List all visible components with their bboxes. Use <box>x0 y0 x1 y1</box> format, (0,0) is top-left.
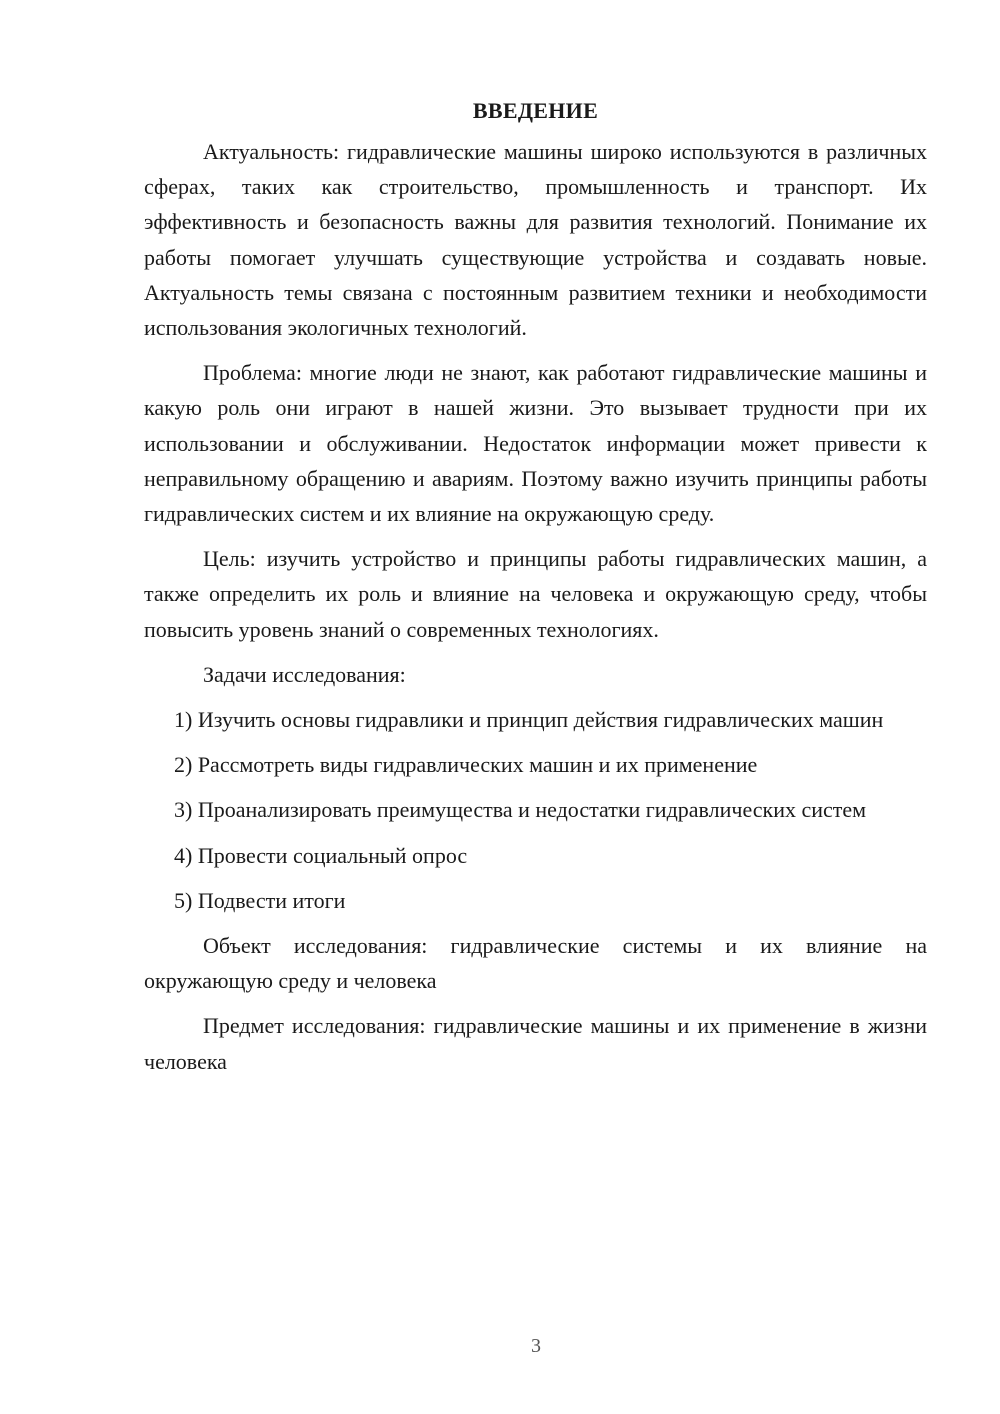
problem-paragraph: Проблема: многие люди не знают, как работают гидравлические машины и какую роль они играют в нашей жизни. Это вызывает трудности при их использовании и обслуживании. Недостаток информации может привести к неправильному обращению и авариям. Поэтому важно изучить принципы работы гидравлических систем и их влияние на окружающую среду. <box>144 360 927 527</box>
tasks-list <box>144 702 927 918</box>
relevance-paragraph: Актуальность: гидравлические машины широко используются в различных сферах, таких как строительство, промышленность и транспорт. Их эффективность и безопасность важны для развития технологий. Понимание их работы помогает улучшать существующие устройства и создавать новые. Актуальность темы связана с постоянным развитием техники и необходимости использования экологичных технологий. <box>144 139 927 341</box>
goal-paragraph: Цель: изучить устройство и принципы работы гидравлических машин, а также определить их роль и влияние на человека и окружающую среду, чтобы повысить уровень знаний о современных технологиях. <box>144 546 927 642</box>
task-item-4: 4) Провести социальный опрос <box>174 842 468 868</box>
task-item-3: 3) Проанализировать преимущества и недостатки гидравлических систем <box>174 797 867 823</box>
page-number: 3 <box>531 1335 541 1357</box>
document-page <box>144 96 927 1079</box>
subject-paragraph: Предмет исследования: гидравлические машины и их применение в жизни человека <box>144 1013 927 1074</box>
task-item-2: 2) Рассмотреть виды гидравлических машин и их применение <box>174 752 758 778</box>
task-item-1: 1) Изучить основы гидравлики и принцип действия гидравлических машин <box>174 707 884 733</box>
object-paragraph: Объект исследования: гидравлические системы и их влияние на окружающую среду и человека <box>144 933 927 994</box>
task-item-5: 5) Подвести итоги <box>174 887 346 913</box>
tasks-heading: Задачи исследования: <box>203 661 406 687</box>
section-title: ВВЕДЕНИЕ <box>472 98 599 123</box>
